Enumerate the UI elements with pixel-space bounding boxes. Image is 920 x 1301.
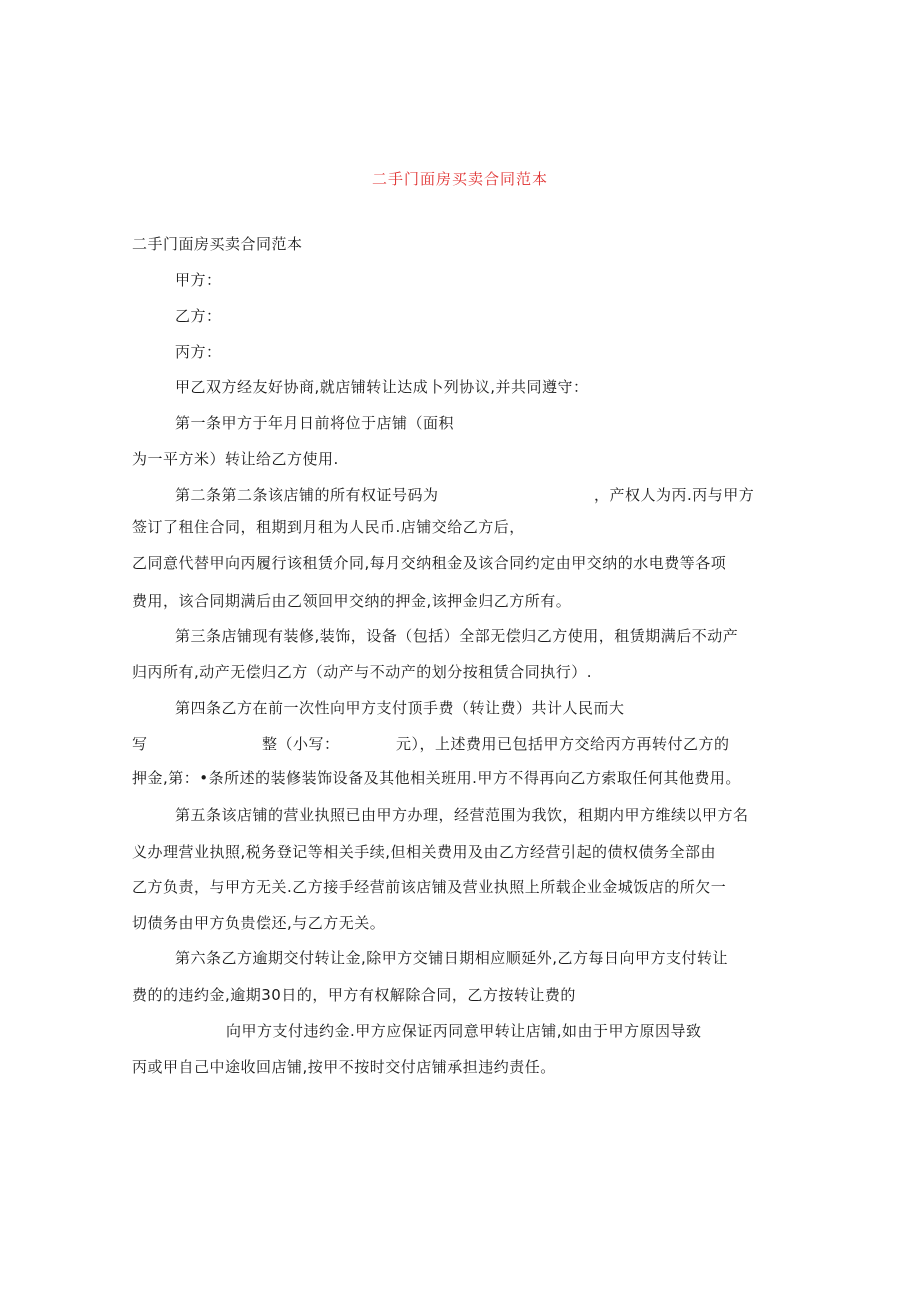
article-4-line-2: 元），上述费用已包括甲方交给丙方再转付乙方的 — [396, 735, 730, 753]
article-2-line-2: 签订了租住合同，租期到月租为人民币.店铺交给乙方后， — [132, 518, 525, 536]
article-1-line-2: 为一平方米）转让给乙方使用. — [132, 450, 339, 468]
intro-paragraph: 甲乙双方经友好协商,就店铺转让达成卜列协议,并共同遵守： — [175, 378, 589, 396]
document-title: 二手门面房买卖合同范本 — [371, 170, 548, 188]
article-5-line-4: 切债务由甲方负贵偿还,与乙方无关。 — [132, 914, 386, 932]
party-a-label: 甲方： — [175, 271, 222, 289]
article-6-line-4: 丙或甲自己中途收回店铺,按甲不按时交付店铺承担违约责任。 — [132, 1058, 556, 1076]
article-2-line-1a: 第二条第二条该店铺的所有权证号码为 — [175, 486, 439, 504]
document-heading: 二手门面房买卖合同范本 — [132, 235, 303, 253]
article-2-line-4: 费用，该合同期满后由乙领回甲交纳的押金,该押金归乙方所有。 — [132, 592, 572, 610]
article-5-line-3: 乙方负责，与甲方无关.乙方接手经营前该店铺及营业执照上所载企业金城饭店的所欠一 — [132, 878, 727, 896]
article-4-line-3: 押金,第：•条所述的装修装饰设备及其他相关班用.甲方不得再向乙方索取任何其他费用。 — [132, 769, 741, 787]
article-2-line-3: 乙同意代替甲向丙履行该租赁介同,每月交纳租金及该合同约定由甲交纳的水电费等各项 — [132, 554, 727, 572]
article-3-line-2: 归丙所有,动产无偿归乙方（动产与不动产的划分按租赁合同执行）. — [132, 663, 593, 681]
article-4-amount-label: 整（小写： — [262, 735, 340, 753]
article-2-line-1b: ，产权人为丙.丙与甲方 — [594, 486, 755, 504]
article-5-line-2: 义办理营业执照,税务登记等相关手续,但相关费用及由乙方经营引起的债权债务全部由 — [132, 843, 717, 861]
article-4-line-1: 第四条乙方在前一次性向甲方支付顶手费（转让费）共计人民而大 — [175, 699, 625, 717]
article-6-line-3: 向甲方支付违约金.甲方应保证丙同意甲转让店铺,如由于甲方原因导致 — [226, 1022, 702, 1040]
article-6-line-1: 第六条乙方逾期交付转让金,除甲方交铺日期相应顺延外,乙方每日向甲方支付转让 — [175, 949, 729, 967]
party-c-label: 丙方： — [175, 343, 222, 361]
article-4-write-label: 写 — [132, 735, 148, 753]
article-1-line-1: 第一条甲方于年月日前将位于店铺（面积 — [175, 414, 455, 432]
article-6-line-2: 费的的违约金,逾期30日的，甲方有权解除合同，乙方按转让费的 — [132, 986, 576, 1004]
article-5-line-1: 第五条该店铺的营业执照已由甲方办理，经营范围为我饮，租期内甲方维续以甲方名 — [175, 806, 749, 824]
party-b-label: 乙方： — [175, 307, 222, 325]
article-3-line-1: 第三条店铺现有装修,装饰，设备（包括）全部无偿归乙方使用，租赁期满后不动产 — [175, 627, 739, 645]
